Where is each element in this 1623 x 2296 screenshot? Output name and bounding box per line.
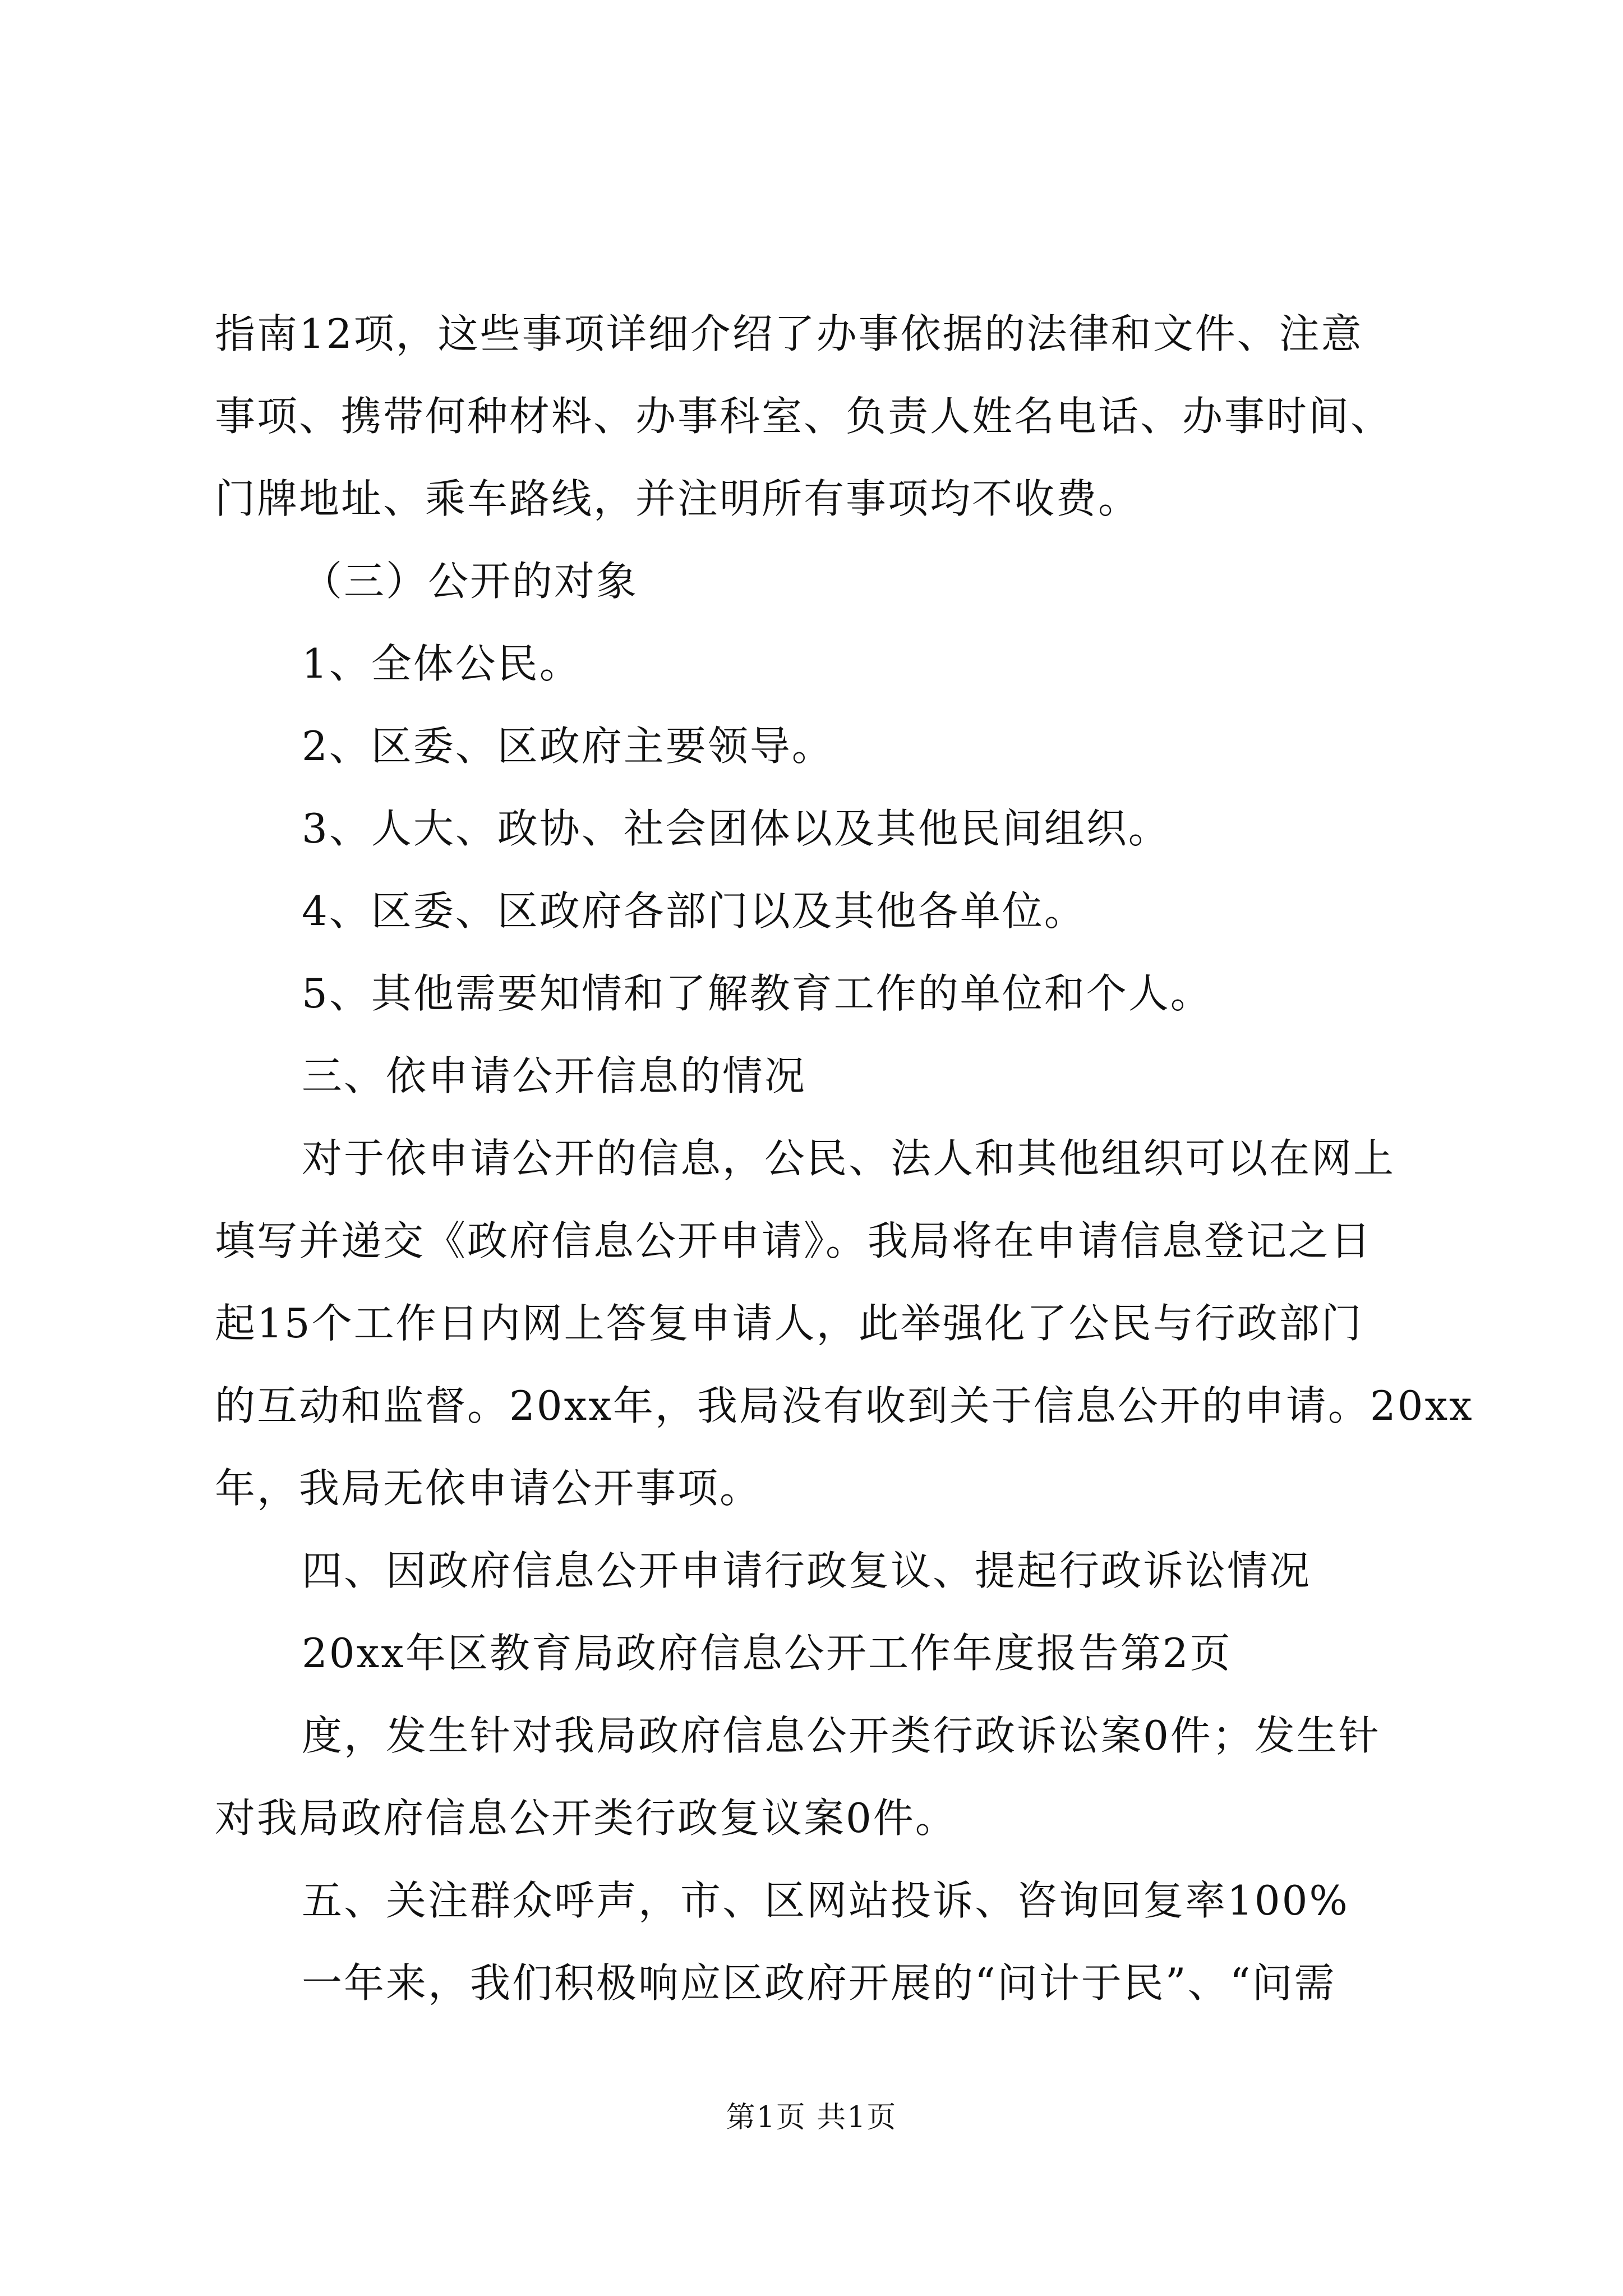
list-item-3: 3、人大、政协、社会团体以及其他民间组织。: [302, 805, 1170, 852]
paragraph-line-4: 的互动和监督。20xx年，我局没有收到关于信息公开的申请。20xx: [215, 1382, 1474, 1429]
list-item-4: 4、区委、区政府各部门以及其他各单位。: [302, 887, 1086, 935]
section-heading-5: 五、关注群众呼声，市、区网站投诉、咨询回复率100%: [302, 1877, 1349, 1924]
paragraph-line-7: 对我局政府信息公开类行政复议案0件。: [215, 1795, 957, 1842]
paragraph-line-3: 起15个工作日内网上答复申请人，此举强化了公民与行政部门: [215, 1300, 1363, 1347]
paragraph-line-8: 一年来，我们积极响应区政府开展的“问计于民”、“问需: [302, 1959, 1336, 2007]
paragraph-line-1: 对于依申请公开的信息，公民、法人和其他组织可以在网上: [302, 1135, 1396, 1182]
body-line-3: 门牌地址、乘车路线，并注明所有事项均不收费。: [215, 475, 1141, 522]
running-title-line: 20xx年区教育局政府信息公开工作年度报告第2页: [302, 1630, 1232, 1677]
list-item-2: 2、区委、区政府主要领导。: [302, 723, 834, 770]
paragraph-line-5: 年，我局无依申请公开事项。: [215, 1465, 762, 1512]
list-item-1: 1、全体公民。: [302, 640, 582, 687]
section-heading-objects: （三）公开的对象: [302, 558, 639, 605]
page-footer: 第1页 共1页: [726, 2101, 897, 2134]
list-item-5: 5、其他需要知情和了解教育工作的单位和个人。: [302, 970, 1212, 1017]
body-line-1: 指南12项，这些事项详细介绍了办事依据的法律和文件、注意: [215, 310, 1363, 357]
body-line-2: 事项、携带何种材料、办事科室、负责人姓名电话、办事时间、: [215, 393, 1393, 440]
section-heading-4: 四、因政府信息公开申请行政复议、提起行政诉讼情况: [302, 1547, 1312, 1594]
section-heading-3: 三、依申请公开信息的情况: [302, 1052, 807, 1099]
paragraph-line-6: 度，发生针对我局政府信息公开类行政诉讼案0件；发生针: [302, 1712, 1381, 1759]
paragraph-line-2: 填写并递交《政府信息公开申请》。我局将在申请信息登记之日: [215, 1217, 1373, 1264]
